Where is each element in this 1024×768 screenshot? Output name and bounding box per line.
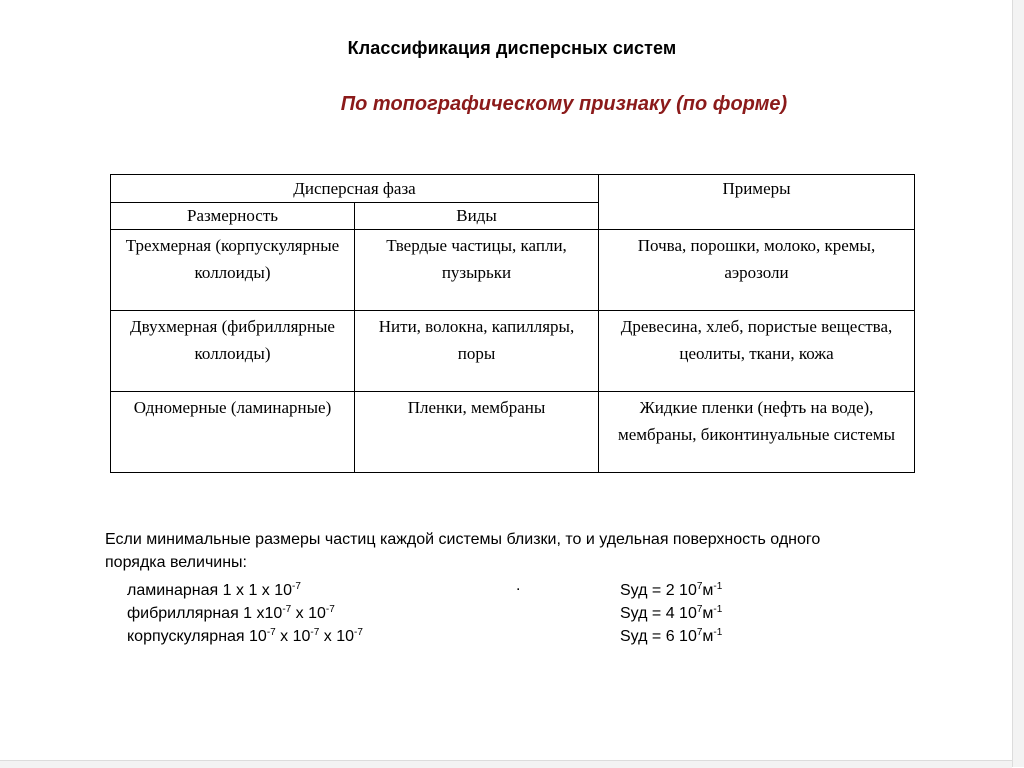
header-dispersed-phase: Дисперсная фаза [111,175,599,203]
table-row [111,230,915,311]
slide-subtitle: По топографическому признаку (по форме) [340,93,788,115]
table-header-row [111,175,915,203]
calc-fibrillar: фибриллярная 1 $х10^{-7}$ х $10^{-7}$ [127,604,335,622]
cell-kinds: Пленки, мембраны [355,392,599,473]
cell-dimension: Одномерные (ламинарные) [111,392,355,473]
slide-title: Классификация дисперсных систем [347,38,677,58]
note-paragraph: Если минимальные размеры частиц каждой системы близки, то и удельная поверхность одного порядка величины: [105,531,821,571]
header-dimension: Размерность [111,203,355,230]
cell-examples: Почва, порошки, молоко, кремы, аэрозоли [599,230,915,311]
cell-examples: Древесина, хлеб, пористые вещества, цеолиты, ткани, кожа [599,311,915,392]
cell-kinds: Нити, волокна, капилляры, поры [355,311,599,392]
stray-dot: . [516,577,521,594]
table-row [111,311,915,392]
surface-corpuscular: Sуд = 6 $10^7м^{-1}$ [620,627,723,645]
surface-fibrillar: Sуд = 4 $10^7м^{-1}$ [620,604,723,622]
header-kinds: Виды [355,203,599,230]
surface-laminar: Sуд = 2 $10^7м^{-1}$ [620,581,723,599]
header-examples: Примеры [599,175,915,230]
table-row [111,392,915,473]
calc-laminar: ламинарная 1 х 1 х $10^{-7}$ [127,581,301,599]
cell-dimension: Трехмерная (корпускулярные коллоиды) [111,230,355,311]
classification-table [110,174,915,473]
cell-kinds: Твердые частицы, капли, пузырьки [355,230,599,311]
cell-dimension: Двухмерная (фибриллярные коллоиды) [111,311,355,392]
calc-corpuscular: корпускулярная $10^{-7}$ х $10^{-7}$ х $10^{-7}$ [127,627,363,645]
cell-examples: Жидкие пленки (нефть на воде), мембраны, биконтинуальные системы [599,392,915,473]
